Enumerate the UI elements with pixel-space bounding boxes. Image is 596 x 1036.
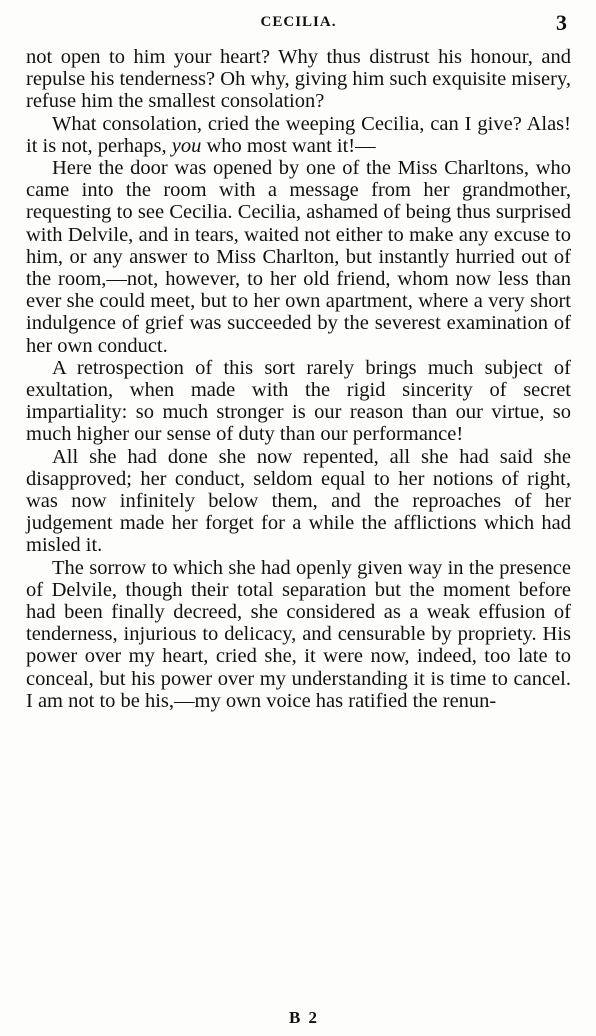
emphasized-word: you xyxy=(171,134,202,157)
paragraph-repented: All she had done she now repented, all she had said she disapproved; her conduct, seldom equal to her notions of right, was now infinitely below them, and the reproaches of her judgement made her forget for a while the afflictions which had misled it. xyxy=(26,445,571,557)
paragraph-retrospection: A retrospection of this sort rarely brings much subject of exultation, when made with the rigid sincerity of secret impartiality: so much stronger is our reason than our virtue, so much higher our sense of duty than our performance! xyxy=(26,356,571,446)
body-text xyxy=(26,46,571,712)
paragraph-door-opened: Here the door was opened by one of the Miss Charltons, who came into the room with a message from her grandmother, requesting to see Cecilia. Cecilia, ashamed of being thus surprised with Delvile, and in tears, waited not either to make any excuse to him, or any answer to Miss Charlton, but instantly hurried out of the room,—not, however, to her old friend, whom now less than ever she could meet, but to her own apartment, where a very short indulgence of grief was succeeded by the severest examination of her own conduct. xyxy=(26,157,571,357)
paragraph-sorrow: The sorrow to which she had openly given way in the presence of Delvile, though their total separation but the moment before had been finally decreed, she considered as a weak effusion of tenderness, injurious to delicacy, and censurable by propriety. His power over my heart, cried she, it were now, indeed, too late to conceal, but his power over my understanding it is time to cancel. I am not to be his,—my own voice has ratified the renun- xyxy=(26,556,571,712)
paragraph-cecilia-reply xyxy=(26,113,571,157)
signature-mark-text: B 2 xyxy=(288,1008,320,1027)
signature-mark xyxy=(0,1008,596,1028)
running-title: CECILIA. xyxy=(260,14,337,30)
reply-text-after: who most want it!— xyxy=(201,134,376,157)
page-number: 3 xyxy=(556,10,567,35)
paragraph-continuation: not open to him your heart? Why thus distrust his honour, and repulse his tenderness? Oh why, giving him such exquisite misery, refuse him the smallest consolation? xyxy=(26,46,571,113)
reply-text-before: What consolation, cried the weeping Cecilia, can I give? Alas! it is not, perhaps, xyxy=(26,112,571,157)
page-header xyxy=(26,10,571,44)
